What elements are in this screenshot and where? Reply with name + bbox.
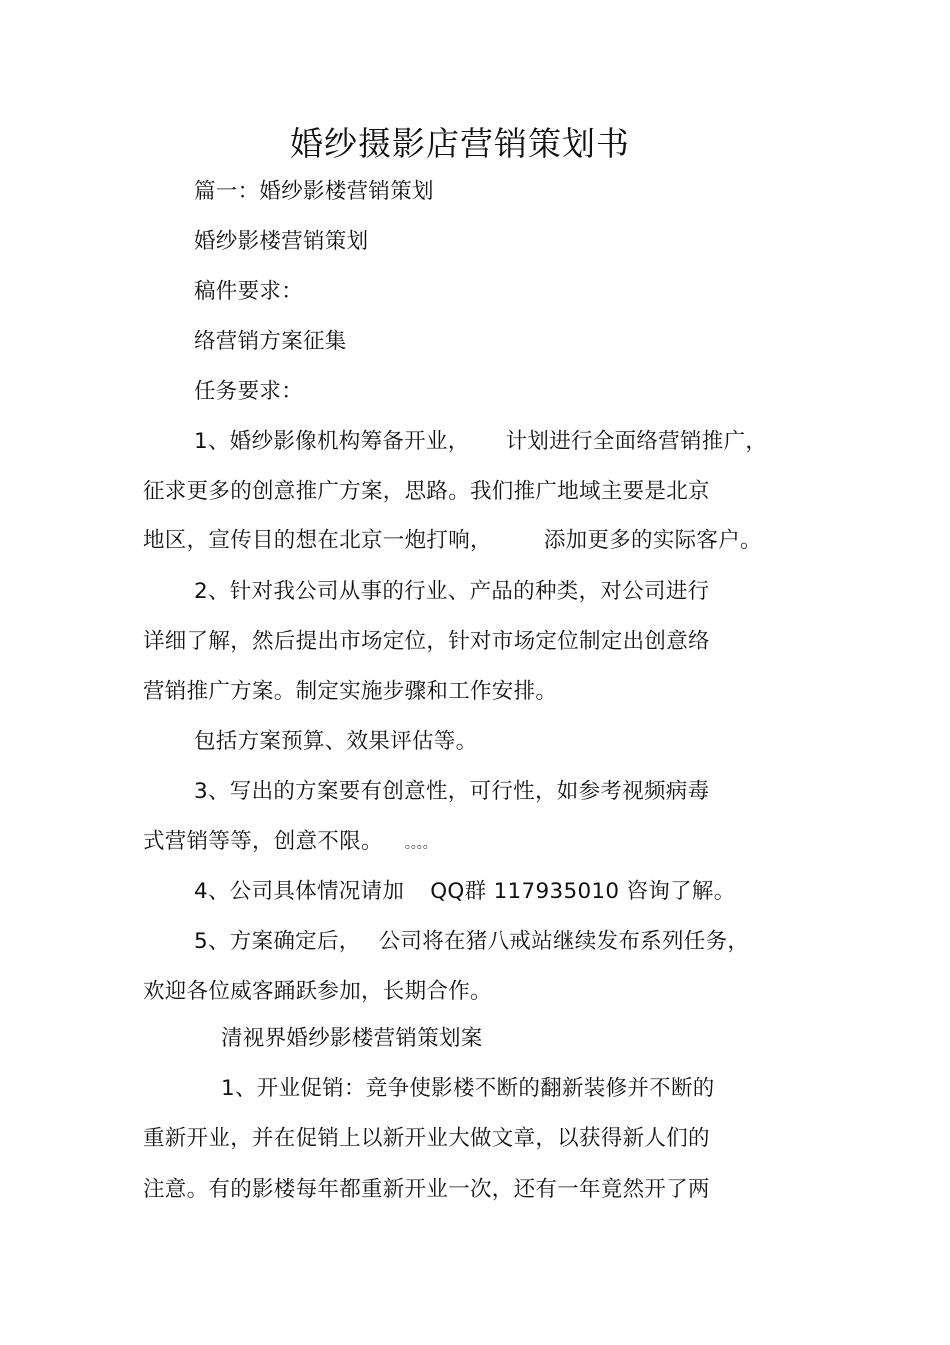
paragraph-line [143,477,710,507]
paragraph-line [143,1175,710,1205]
paragraph-line [143,627,710,657]
text-run: 5、方案确定后， [194,929,361,954]
text-run: QQ群 117935010 咨询了解。 [430,879,736,904]
paragraph-line [143,977,492,1007]
text-run: 3、写出的方案要有创意性，可行性，如参考视频病毒 [194,779,710,804]
text-run: 征求更多的创意推广方案，思路。我们推广地域主要是北京 [143,479,710,504]
text-run: 营销推广方案。制定实施步骤和工作安排。 [143,679,558,704]
text-run: 1、婚纱影像机构筹备开业， [194,429,470,454]
text-run: 包括方案预算、效果评估等。 [194,729,478,754]
section-heading [221,1024,483,1054]
text-run: 1、开业促销：竞争使影楼不断的翻新装修并不断的 [221,1076,715,1101]
paragraph-line [194,727,477,757]
paragraph-line [194,877,736,907]
text-run: 式营销等等，创意不限。 [143,829,383,854]
paragraph-line [221,1074,715,1104]
text-run: 欢迎各位威客踊跃参加，长期合作。 [143,979,492,1004]
paragraph-line [143,677,557,707]
paragraph-line [194,927,749,957]
text-run: 4、公司具体情况请加 [194,879,405,904]
paragraph-line [194,427,767,457]
paragraph-line [194,327,347,357]
text-run: 添加更多的实际客户。 [543,528,762,553]
text-run: 。。。。 [404,836,436,852]
text-run: 2、针对我公司从事的行业、产品的种类，对公司进行 [194,579,710,604]
paragraph-line [143,827,436,859]
paragraph-line [194,577,709,607]
paragraph-line [194,377,303,407]
paragraph-line [143,526,762,556]
text-run: 清视界婚纱影楼营销策划案 [221,1026,483,1051]
text-run: 计划进行全面络营销推广， [505,429,768,454]
text-run: 重新开业，并在促销上以新开业大做文章，以获得新人们的 [143,1126,710,1151]
text-run: 络营销方案征集 [194,329,347,354]
paragraph-line [194,227,368,257]
text-run: 详细了解，然后提出市场定位，针对市场定位制定出创意络 [143,629,710,654]
document-title: 婚纱摄影店营销策划书 [290,124,630,163]
text-run: 注意。有的影楼每年都重新开业一次，还有一年竟然开了两 [143,1177,710,1202]
section-heading [194,177,434,207]
paragraph-line [194,277,303,307]
text-run: 婚纱影楼营销策划 [194,229,369,254]
paragraph-line [194,777,709,807]
text-run: 地区，宣传目的想在北京一炮打响， [143,528,492,553]
text-run: 篇一：婚纱影楼营销策划 [194,179,434,204]
text-run: 公司将在猪八戒站继续发布系列任务， [378,929,750,954]
text-run: 稿件要求： [194,279,304,304]
paragraph-line [143,1124,710,1154]
text-run: 任务要求： [194,379,304,404]
